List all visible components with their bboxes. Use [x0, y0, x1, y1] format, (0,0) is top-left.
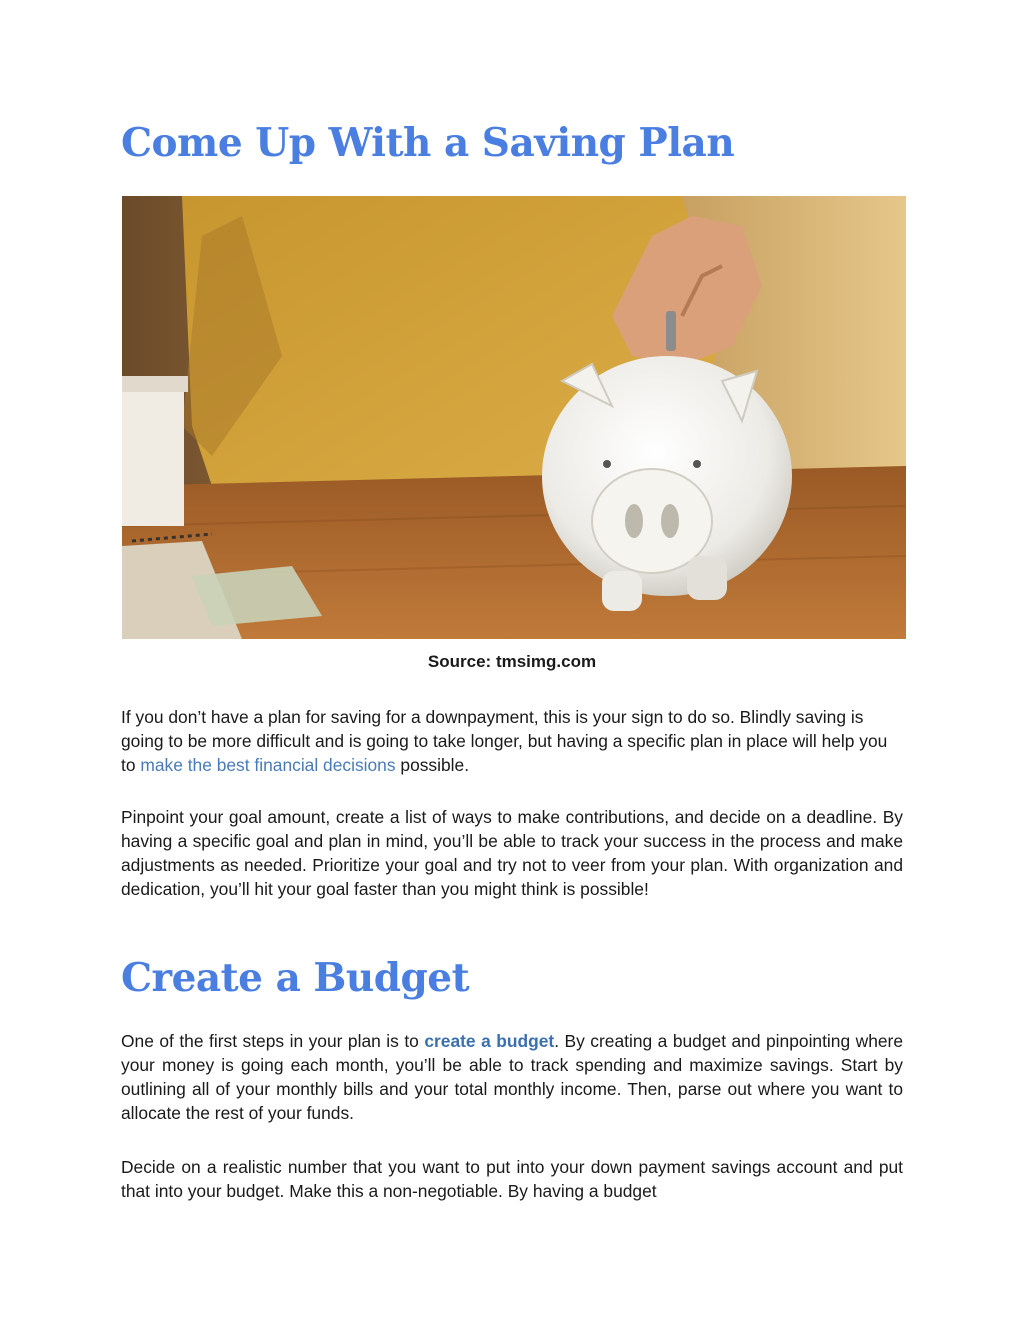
image-caption: Source: tmsimg.com	[427, 652, 597, 671]
paragraph-text: possible.	[395, 755, 470, 775]
paragraph-text: . By creating a budget and pinpointing where your money is going each month, you’ll be able to track spending and maximize savings. Start by outlining all of your monthly bills and your total monthly income. Then, parse out where you want to allocate the rest of your funds.	[121, 1031, 903, 1123]
section-heading-create-budget: Create a Budget	[121, 955, 470, 1001]
create-budget-link[interactable]: create a budget	[424, 1031, 555, 1051]
paragraph-goal-amount: Pinpoint your goal amount, create a list of ways to make contributions, and decide on a deadline. By having a specific goal and plan in mind, you’ll be able to track your success in the process and make adjustments as needed. Prioritize your goal and try not to veer from your plan. With organization and dedication, you’ll hit your goal faster than you might think is possible!	[121, 807, 903, 899]
financial-decisions-link[interactable]: make the best financial decisions	[140, 755, 396, 775]
piggy-bank-photo	[122, 196, 906, 639]
paragraph-saving-plan-intro	[121, 705, 903, 777]
paragraph-down-payment-number: Decide on a realistic number that you want to put into your down payment savings account and put that into your budget. Make this a non-negotiable. By having a budget	[121, 1157, 903, 1201]
paragraph-budget-intro	[121, 1029, 903, 1125]
section-heading-saving-plan: Come Up With a Saving Plan	[121, 120, 735, 166]
paragraph-text: One of the first steps in your plan is to	[121, 1031, 425, 1051]
paragraph-text: If you don’t have a plan for saving for a downpayment, this is your sign to do so. Blindly saving is going to be more difficult and is going to take longer, but having a specific plan in place will help you to	[121, 707, 888, 775]
